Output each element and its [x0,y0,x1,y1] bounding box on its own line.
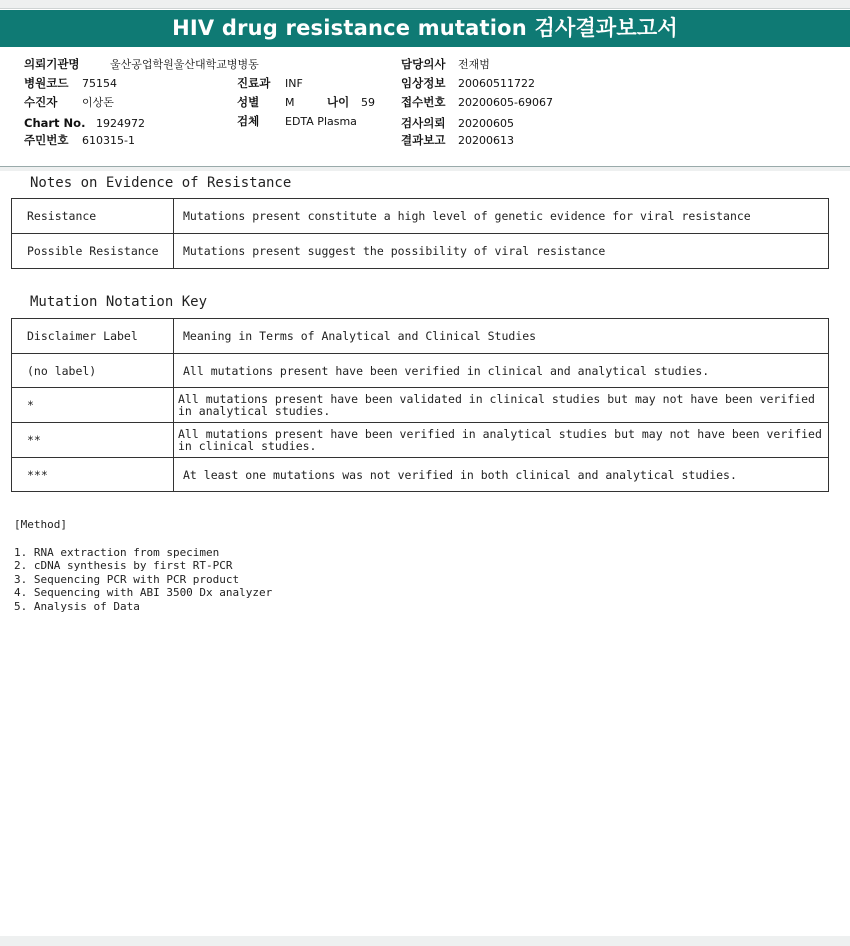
result-report-label: 결과보고 [401,133,446,147]
table-row [12,423,829,458]
table-cell-text: At least one mutations was not verified in both clinical and analytical studies. [174,458,829,492]
institution-value: 울산공업학원울산대학교병병동 [110,58,259,71]
table-cell-label: (no label) [12,354,174,388]
doctor-value: 전재범 [458,58,490,71]
table-cell-text: Mutations present constitute a high level of genetic evidence for viral resistance [174,199,829,234]
clinical-info-field [401,76,535,91]
bottom-strip [0,936,850,946]
result-report-field [401,133,514,148]
receipt-number-field [401,95,553,110]
collector-field [24,95,114,110]
table-cell-text: All mutations present have been verified in analytical studies but may not have been verified in clinical studies. [174,423,829,458]
method-section [14,518,272,613]
sex-value: M [285,96,295,109]
age-label: 나이 [327,95,350,109]
table-row [12,388,829,423]
collector-label: 수진자 [24,95,58,109]
department-field [237,76,303,91]
table-row [12,458,829,492]
resistance-notes-table [11,198,829,269]
resident-number-value: 610315-1 [82,134,135,147]
sex-field [237,95,295,110]
specimen-value: EDTA Plasma [285,115,357,128]
specimen-label: 검체 [237,114,260,128]
clinical-info-label: 임상정보 [401,76,446,90]
divider-band [0,167,850,171]
specimen-field [237,114,357,129]
table-cell-label: Resistance [12,199,174,234]
clinical-info-value: 20060511722 [458,77,535,90]
notes-section-title: Notes on Evidence of Resistance [30,175,292,191]
method-step: 2. cDNA synthesis by first RT-PCR [14,559,233,572]
method-header: [Method] [14,518,67,531]
top-strip [0,0,850,9]
resident-number-label: 주민번호 [24,133,69,147]
test-request-label: 검사의뢰 [401,116,446,130]
chart-number-value: 1924972 [96,117,145,130]
department-value: INF [285,77,303,90]
method-step: 5. Analysis of Data [14,599,140,613]
institution-label: 의뢰기관명 [24,57,80,71]
result-report-value: 20200613 [458,134,514,147]
department-label: 진료과 [237,76,271,90]
table-cell-text: All mutations present have been verified in clinical and analytical studies. [174,354,829,388]
age-field [327,95,375,110]
institution-field [24,57,259,72]
table-row [12,319,829,354]
table-cell-text: All mutations present have been validated in clinical studies but may not have been verified in analytical studies. [174,388,829,423]
method-step: 3. Sequencing PCR with PCR product [14,572,240,586]
hospital-code-label: 병원코드 [24,76,69,90]
chart-number-field [24,116,145,131]
table-cell-text: Mutations present suggest the possibility of viral resistance [174,234,829,269]
doctor-label: 담당의사 [401,57,446,71]
sex-label: 성별 [237,95,260,109]
test-request-field [401,116,514,131]
table-row [12,354,829,388]
table-cell-label: *** [12,458,174,492]
method-step: 1. RNA extraction from specimen [14,545,220,559]
test-request-value: 20200605 [458,117,514,130]
table-cell-label: Possible Resistance [12,234,174,269]
hospital-code-value: 75154 [82,77,117,90]
collector-value: 이상돈 [82,96,114,109]
method-step: 4. Sequencing with ABI 3500 Dx analyzer [14,586,273,599]
receipt-number-label: 접수번호 [401,95,446,109]
table-cell-label: Disclaimer Label [12,319,174,354]
hospital-code-field [24,76,117,91]
table-cell-label: * [12,388,174,423]
key-section-title: Mutation Notation Key [30,294,208,310]
patient-info-panel [0,48,850,167]
resident-number-field [24,133,135,148]
table-cell-text: Meaning in Terms of Analytical and Clinical Studies [174,319,829,354]
table-cell-label: ** [12,423,174,458]
table-row [12,234,829,269]
notation-key-table [11,318,829,492]
report-title: HIV drug resistance mutation 검사결과보고서 [0,10,850,47]
chart-number-label: Chart No. [24,116,86,130]
table-row [12,199,829,234]
age-value: 59 [361,96,375,109]
receipt-number-value: 20200605-69067 [458,96,553,109]
doctor-field [401,57,490,72]
